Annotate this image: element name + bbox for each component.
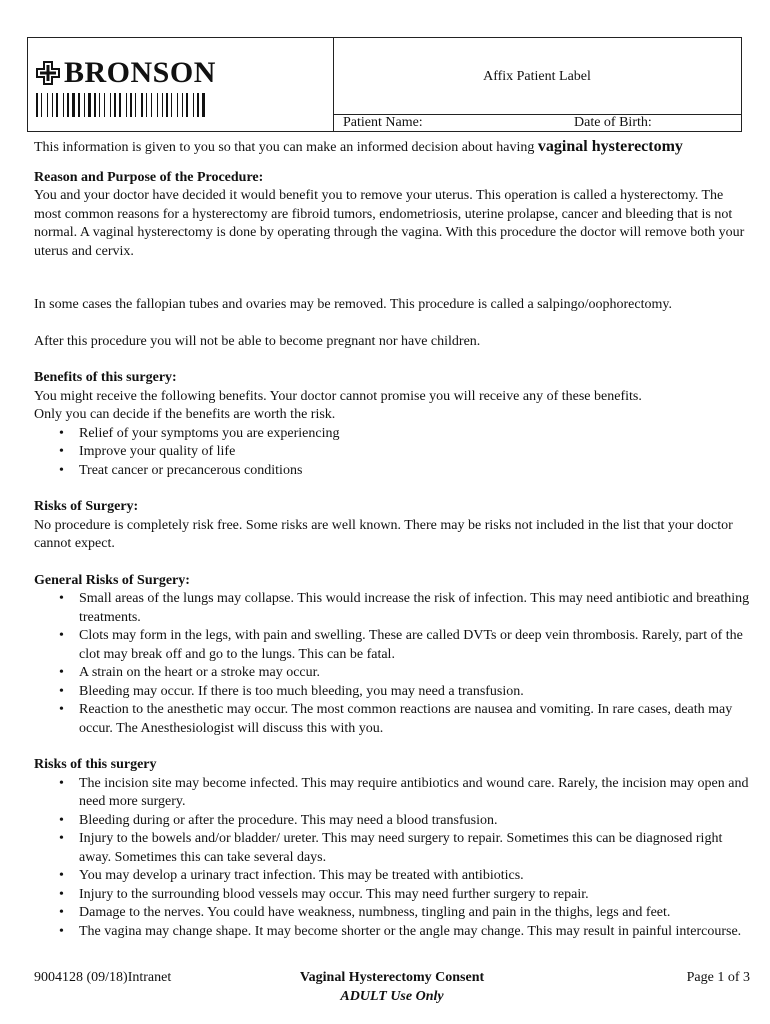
list-item: • Injury to the surrounding blood vessels may occur. This may need further surgery to repair. — [79, 886, 750, 905]
intro-text: This information is given to you so that you can make an informed decision about having — [34, 140, 535, 155]
general-risks-list — [34, 590, 750, 738]
footer-title-block — [34, 969, 750, 1006]
benefits-heading: Benefits of this surgery: — [34, 370, 177, 385]
list-item: • The incision site may become infected. This may require antibiotics and wound care. Rarely, the incision may open and need more surgery. — [79, 775, 750, 812]
list-item: • You may develop a urinary tract infection. This may be treated with antibiotics. — [79, 867, 750, 886]
risks-text: No procedure is completely risk free. Some risks are well known. There may be risks not included in the list that your doctor cannot expect. — [34, 517, 733, 551]
date-of-birth-label: Date of Birth: — [574, 115, 652, 130]
patient-name-label: Patient Name: — [343, 115, 423, 130]
list-item: • Reaction to the anesthetic may occur. The most common reactions are nausea and vomiting. In rare cases, death may occur. The Anesthesiologist will discuss this with you. — [79, 701, 750, 738]
list-item: • Clots may form in the legs, with pain and swelling. These are called DVTs or deep vein thrombosis. Rarely, part of the clot may break off and go to the lungs. This can be fatal. — [79, 627, 750, 664]
document-body — [34, 138, 750, 941]
list-item: • Small areas of the lungs may collapse. This would increase the risk of infection. This may need antibiotic and breathing treatments. — [79, 590, 750, 627]
benefits-line-1: You might receive the following benefits. Your doctor cannot promise you will receive any of these benefits. — [34, 388, 642, 404]
list-item: • Bleeding during or after the procedure. This may need a blood transfusion. — [79, 812, 750, 831]
list-item: • Treat cancer or precancerous conditions — [79, 462, 750, 481]
header-box — [27, 37, 742, 132]
list-item: • Bleeding may occur. If there is too much bleeding, you may need a transfusion. — [79, 683, 750, 702]
list-item: • Improve your quality of life — [79, 443, 750, 462]
reason-heading: Reason and Purpose of the Procedure: — [34, 169, 264, 185]
benefits-line-2: Only you can decide if the benefits are worth the risk. — [34, 407, 336, 422]
pregnancy-text: After this procedure you will not be able to become pregnant nor have children. — [34, 333, 481, 349]
general-risks-heading: General Risks of Surgery: — [34, 572, 190, 588]
list-item: • Injury to the bowels and/or bladder/ ureter. This may need surgery to repair. Sometimes this can be diagnosed right away. Sometimes this can take several days. — [79, 830, 750, 867]
procedure-name: vaginal hysterectomy — [537, 138, 683, 155]
list-item: • The vagina may change shape. It may become shorter or the angle may change. This may result in painful intercourse. — [79, 923, 750, 942]
logo-text: BRONSON — [64, 56, 216, 89]
benefits-list — [34, 425, 750, 481]
list-item: • Damage to the nerves. You could have weakness, numbness, tingling and pain in the thighs, legs and feet. — [79, 904, 750, 923]
page-footer — [34, 969, 750, 1009]
form-code: 9004128 (09/18)Intranet — [34, 970, 172, 985]
surgery-risks-heading: Risks of this surgery — [34, 757, 157, 772]
footer-subtitle: ADULT Use Only — [340, 988, 444, 1004]
affix-label-area — [333, 38, 741, 115]
page-number: Page 1 of 3 — [686, 970, 750, 985]
footer-title: Vaginal Hysterectomy Consent — [299, 970, 485, 985]
list-item: • A strain on the heart or a stroke may occur. — [79, 664, 750, 683]
barcode-graphic — [36, 93, 206, 117]
bronson-logo — [36, 58, 216, 88]
affix-patient-label: Affix Patient Label — [483, 69, 591, 84]
logo-cell — [28, 38, 334, 131]
risks-heading: Risks of Surgery: — [34, 499, 139, 514]
intro-paragraph — [34, 138, 750, 158]
reason-text: You and your doctor have decided it would benefit you to remove your uterus. This operation is called a hysterectomy. The most common reasons for a hysterectomy are fibroid tumors, endometriosis, uterine prolapse, cancer and bleeding that is not normal. A vaginal hysterectomy is done by operating through the vagina. With this procedure the doctor will remove both your uterus and cervix. — [34, 188, 745, 259]
tubes-text: In some cases the fallopian tubes and ovaries may be removed. This procedure is called a salpingo/oophorectomy. — [34, 297, 672, 312]
surgery-risks-list — [34, 775, 750, 942]
bronson-cross-icon — [36, 61, 60, 85]
list-item: • Relief of your symptoms you are experiencing — [79, 425, 750, 444]
